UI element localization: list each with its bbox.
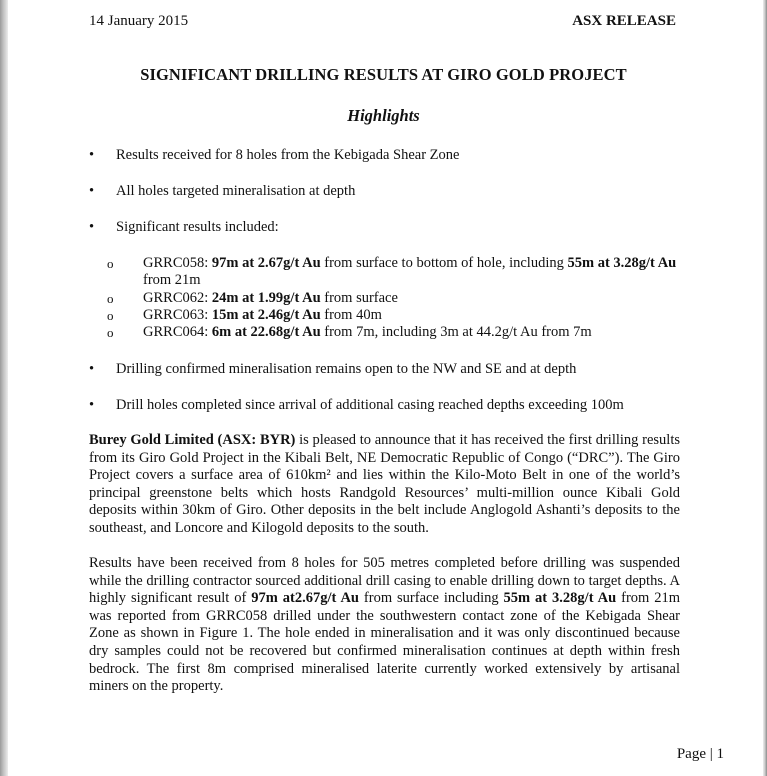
drill-result: 24m at 1.99g/t Au — [211, 290, 321, 306]
bullet-marker: • — [89, 361, 95, 377]
bullet-text: Significant results included: — [116, 219, 279, 235]
company-name: Burey Gold Limited (ASX: BYR) — [89, 432, 296, 448]
results-paragraph: Results have been received from 8 holes for 505 metres completed before drilling was suspended while the drilling contractor sourced additional drill casing to enable drilling down to target depths. A highly significant result of 97m at2.67g/t Au from surface including 55m at 3.28g/t Au from 21m was reported from GRRC058 drilled under the southwestern contact zone of the Kebigada Shear Zone as shown in Figure 1. The hole ended in mineralisation and it was only discontinued because dry samples could not be recovered but confirmed mineralisation continues at depth within fresh bedrock. The first 8m comprised mineralised laterite currently worked extensively by artisanal miners on the property. — [89, 555, 681, 695]
release-date: 14 January 2015 — [89, 13, 189, 29]
highlights-heading: Highlights — [347, 106, 420, 125]
drill-result: 6m at 22.68g/t Au — [211, 324, 321, 340]
sub-marker: o — [107, 291, 114, 306]
sub-marker: o — [107, 256, 114, 271]
sub-marker: o — [107, 308, 114, 323]
sub-marker: o — [107, 325, 114, 340]
sub-item-text: GRRC058: 97m at 2.67g/t Au from surface to bottom of hole, including 55m at 3.28g/t Au from 21m — [143, 255, 677, 288]
intro-paragraph: Burey Gold Limited (ASX: BYR) is pleased to announce that it has received the first drilling results from its Giro Gold Project in the Kibali Belt, NE Democratic Republic of Congo (“DRC”). The Giro Project covers a surface area of 610km² and lies within the Kilo-Moto Belt in one of the world’s principal greenstone belts which hosts Randgold Resources’ multi-million ounce Kibali Gold deposits within 30km of Giro. Other deposits in the belt include Anglogold Ashanti’s deposits to the southeast, and Loncore and Kilogold deposits to the south. — [89, 432, 680, 536]
release-type: ASX RELEASE — [572, 13, 676, 29]
hole-id: GRRC064: — [143, 324, 212, 340]
sub-item-text: GRRC064: 6m at 22.68g/t Au from 7m, including 3m at 44.2g/t Au from 7m — [143, 324, 592, 340]
bullet-marker: • — [89, 397, 95, 413]
bullet-text: Drill holes completed since arrival of additional casing reached depths exceeding 100m — [116, 397, 624, 413]
drill-result: 97m at 2.67g/t Au — [211, 255, 321, 271]
sub-item-text: GRRC062: 24m at 1.99g/t Au from surface — [143, 290, 398, 306]
hole-id: GRRC063: — [143, 307, 212, 323]
bullet-marker: • — [89, 219, 95, 235]
bullet-marker: • — [89, 147, 95, 163]
drill-result: 97m at2.67g/t Au — [251, 590, 359, 607]
sub-item-text: GRRC063: 15m at 2.46g/t Au from 40m — [143, 307, 382, 323]
bullet-text: Drilling confirmed mineralisation remains open to the NW and SE and at depth — [116, 361, 577, 377]
drill-result: 55m at 3.28g/t Au — [567, 255, 677, 271]
drill-result: 15m at 2.46g/t Au — [211, 307, 321, 323]
document-title: SIGNIFICANT DRILLING RESULTS AT GIRO GOLD PROJECT — [140, 65, 627, 84]
hole-id: GRRC058: — [143, 255, 212, 271]
bullet-text: All holes targeted mineralisation at depth — [116, 183, 356, 199]
page-number: Page | 1 — [676, 746, 724, 762]
drill-result: 55m at 3.28g/t Au — [503, 590, 617, 607]
hole-id: GRRC062: — [143, 290, 212, 306]
bullet-text: Results received for 8 holes from the Kebigada Shear Zone — [116, 147, 460, 163]
bullet-marker: • — [89, 183, 95, 199]
